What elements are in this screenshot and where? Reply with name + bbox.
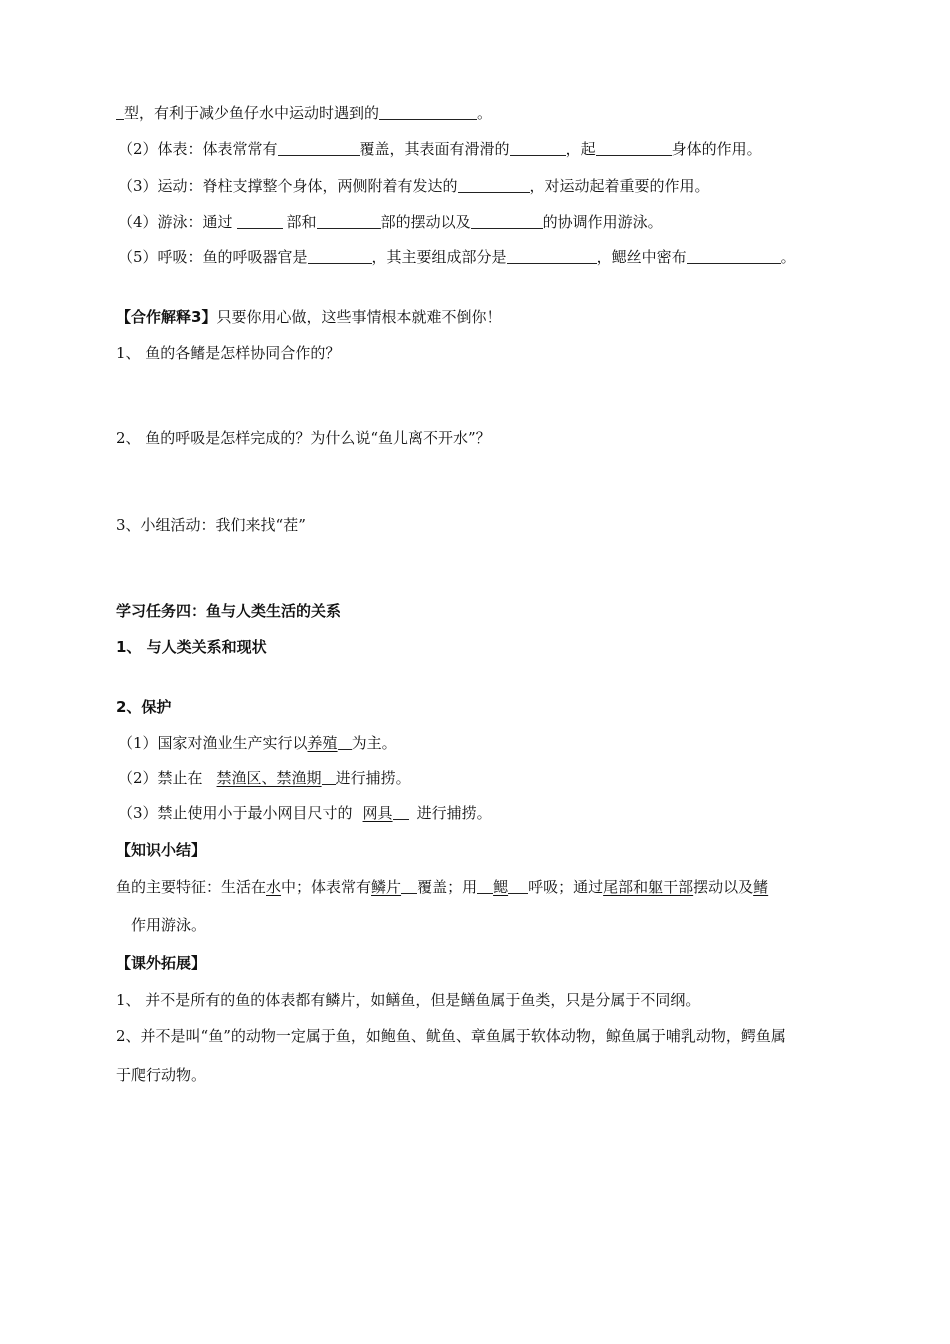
blank [379, 103, 477, 120]
text: 鱼的主要特征：生活在 [116, 878, 267, 896]
blank [471, 212, 543, 229]
answer-text: 网具 [362, 804, 393, 822]
line-body-surface [118, 139, 762, 159]
text: 覆盖，其表面有滑滑的 [359, 140, 510, 158]
text: 只要你用心做，这些事情根本就难不倒你！ [216, 308, 502, 326]
text: （3）运动：脊柱支撑整个身体，两侧附着有发达的 [118, 177, 458, 195]
protection-item-2 [118, 768, 411, 788]
blank [458, 176, 530, 193]
answer-text: 养殖 [307, 734, 338, 752]
answer-text: 鳃 [493, 878, 509, 896]
answer-text: 尾部和躯干部 [603, 878, 694, 896]
text: （1）国家对渔业生产实行以 [118, 734, 308, 752]
summary-heading: 【知识小结】 [116, 841, 207, 859]
answer-text: 鳞片 [371, 878, 402, 896]
text: ，其主要组成部分是 [371, 248, 507, 266]
extension-item-2-cont: 于爬行动物。 [116, 1066, 207, 1084]
text: 。 [780, 248, 796, 266]
task4-section-1: 1、 与人类关系和现状 [116, 638, 267, 656]
text: 进行捕捞。 [416, 804, 492, 822]
blank [510, 139, 566, 156]
question-2: 2、 鱼的呼吸是怎样完成的？为什么说“鱼儿离不开水”？ [116, 429, 491, 447]
blank [477, 877, 493, 894]
text: 。 [477, 104, 493, 122]
line-swimming [118, 212, 663, 232]
summary-line-end: 作用游泳。 [131, 916, 207, 934]
blank [308, 247, 372, 264]
extension-item-1: 1、 并不是所有的鱼的体表都有鳞片，如鳝鱼，但是鳝鱼属于鱼类，只是分属于不同纲。 [116, 991, 701, 1009]
blank [338, 733, 352, 750]
blank [687, 247, 781, 264]
blank [322, 768, 336, 785]
answer-text: 禁渔区、禁渔期 [216, 769, 322, 787]
text: 进行捕捞。 [335, 769, 411, 787]
text: 中；体表常有 [281, 878, 372, 896]
text: 为主。 [351, 734, 397, 752]
protection-item-1 [118, 733, 397, 753]
text: （2）禁止在 [118, 769, 203, 787]
blank [596, 139, 672, 156]
text: 部的摆动以及 [380, 213, 471, 231]
text: 身体的作用。 [671, 140, 762, 158]
answer-text: 水 [266, 878, 282, 896]
text: （3）禁止使用小于最小网目尺寸的 [118, 804, 353, 822]
task4-title: 学习任务四：鱼与人类生活的关系 [116, 602, 342, 620]
blank [317, 212, 381, 229]
line-shape-resistance [116, 103, 492, 123]
blank [393, 803, 409, 820]
summary-line [116, 877, 768, 897]
line-respiration [118, 247, 796, 267]
text: ，起 [565, 140, 596, 158]
text: 部和 [286, 213, 317, 231]
section-heading: 【合作解释3】 [116, 308, 217, 326]
text: 摆动以及 [693, 878, 754, 896]
protection-item-3 [118, 803, 492, 823]
text: ，鳃丝中密布 [596, 248, 687, 266]
text: 覆盖；用 [417, 878, 478, 896]
text: ，对运动起着重要的作用。 [529, 177, 710, 195]
blank [237, 212, 283, 229]
blank [116, 103, 124, 120]
text: （4）游泳：通过 [118, 213, 233, 231]
text: 呼吸；通过 [528, 878, 604, 896]
text: 的协调作用游泳。 [542, 213, 663, 231]
blank [508, 877, 528, 894]
question-1: 1、 鱼的各鳍是怎样协同合作的？ [116, 344, 341, 362]
text: （2）体表：体表常常有 [118, 140, 278, 158]
answer-text: 鳍 [753, 878, 769, 896]
coop-heading-line [116, 307, 501, 327]
text: 型，有利于减少鱼仔水中运动时遇到的 [124, 104, 380, 122]
blank [401, 877, 417, 894]
extension-item-2: 2、并不是叫“鱼”的动物一定属于鱼，如鲍鱼、鱿鱼、章鱼属于软体动物，鲸鱼属于哺乳动物，鳄鱼属 [116, 1027, 786, 1045]
blank [278, 139, 360, 156]
question-3: 3、小组活动：我们来找“茬” [116, 516, 306, 534]
task4-section-2: 2、保护 [116, 698, 172, 716]
line-movement [118, 176, 710, 196]
blank [507, 247, 597, 264]
extension-heading: 【课外拓展】 [116, 954, 207, 972]
text: （5）呼吸：鱼的呼吸器官是 [118, 248, 308, 266]
